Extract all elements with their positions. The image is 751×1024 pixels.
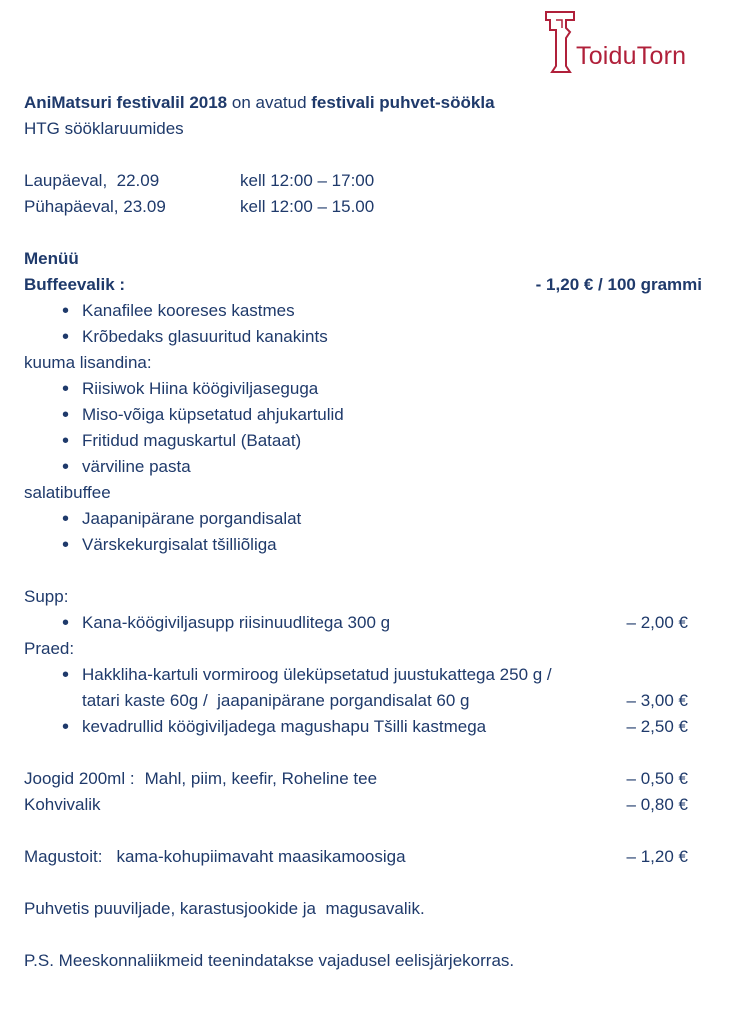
list-item-text: Värskekurgisalat tšilliõliga xyxy=(82,535,277,554)
bullet-icon xyxy=(62,376,72,403)
bullet-icon xyxy=(62,610,72,637)
list-item xyxy=(24,506,714,532)
coffee-label: Kohvivalik xyxy=(24,795,101,814)
list-item xyxy=(24,428,714,454)
menu-title: Menüü xyxy=(24,249,79,268)
header-mid-text: on avatud xyxy=(227,93,312,112)
bullet-icon xyxy=(62,454,72,481)
header-line-1 xyxy=(24,90,714,116)
list-item-text: Krõbedaks glasuuritud kanakints xyxy=(82,327,328,346)
bullet-icon xyxy=(62,298,72,325)
salad-label: salatibuffee xyxy=(24,483,111,502)
tower-icon xyxy=(540,8,580,76)
price: – 2,00 € xyxy=(626,613,688,632)
list-item xyxy=(24,376,714,402)
festival-name: AniMatsuri festivalil 2018 xyxy=(24,93,228,112)
bullet-icon xyxy=(62,324,72,351)
toidutorn-logo xyxy=(540,8,710,76)
buffet-price: - 1,20 € / 100 grammi xyxy=(535,275,702,294)
header-line-2: HTG sööklaruumides xyxy=(24,119,184,138)
drinks-row xyxy=(24,766,714,792)
list-item-text: Kana-köögiviljasupp riisinuudlitega 300 g xyxy=(82,613,391,632)
buffet-name: festivali puhvet-söökla xyxy=(311,93,495,112)
coffee-row xyxy=(24,792,714,818)
hot-label: kuuma lisandina: xyxy=(24,353,152,372)
list-item xyxy=(24,298,714,324)
list-item-text: tatari kaste 60g / jaapanipärane porgandisalat 60 g xyxy=(82,691,470,710)
dessert-item: kama-kohupiimavaht maasikamoosiga xyxy=(116,847,406,866)
list-item-text: kevadrullid köögiviljadega magushapu Tšilli kastmega xyxy=(82,717,487,736)
schedule-day: Pühapäeval, 23.09 xyxy=(24,197,166,216)
list-item-continuation xyxy=(24,688,714,714)
buffet-label: Buffeevalik : xyxy=(24,275,126,294)
schedule-day: Laupäeval, 22.09 xyxy=(24,171,160,190)
schedule-row xyxy=(24,168,714,194)
list-item-text: värviline pasta xyxy=(82,457,191,476)
list-item-text: Hakkliha-kartuli vormiroog üleküpsetatud juustukattega 250 g / xyxy=(82,665,552,684)
bullet-icon xyxy=(62,428,72,455)
list-item-text: Riisiwok Hiina köögiviljaseguga xyxy=(82,379,319,398)
bullet-icon xyxy=(62,402,72,429)
mains-label: Praed: xyxy=(24,639,75,658)
list-item xyxy=(24,662,714,688)
bullet-icon xyxy=(62,506,72,533)
list-item-text: Miso-võiga küpsetatud ahjukartulid xyxy=(82,405,344,424)
list-item-text: Jaapanipärane porgandisalat xyxy=(82,509,302,528)
list-item xyxy=(24,610,714,636)
dessert-row xyxy=(24,844,714,870)
schedule-time: kell 12:00 – 15.00 xyxy=(240,197,375,216)
bullet-icon xyxy=(62,714,72,741)
schedule-row xyxy=(24,194,714,220)
bullet-icon xyxy=(62,532,72,559)
list-item-text: Kanafilee kooreses kastmes xyxy=(82,301,295,320)
dessert-label: Magustoit: xyxy=(24,847,103,866)
list-item xyxy=(24,454,714,480)
note: P.S. Meeskonnaliikmeid teenindatakse vajadusel eelisjärjekorras. xyxy=(24,951,515,970)
bullet-icon xyxy=(62,662,72,689)
note: Puhvetis puuviljade, karastusjookide ja magusavalik. xyxy=(24,899,425,918)
price: – 2,50 € xyxy=(626,717,688,736)
list-item xyxy=(24,714,714,740)
price: – 3,00 € xyxy=(626,691,688,710)
soup-label: Supp: xyxy=(24,587,69,606)
list-item xyxy=(24,402,714,428)
buffet-header xyxy=(24,272,714,298)
list-item xyxy=(24,532,714,558)
price: – 1,20 € xyxy=(626,847,688,866)
price: – 0,50 € xyxy=(626,769,688,788)
menu-content xyxy=(24,90,714,974)
schedule-time: kell 12:00 – 17:00 xyxy=(240,171,375,190)
drinks-label: Joogid 200ml : xyxy=(24,769,135,788)
list-item-text: Fritidud maguskartul (Bataat) xyxy=(82,431,302,450)
logo-brand-text: ToiduTorn xyxy=(576,42,687,70)
list-item xyxy=(24,324,714,350)
drinks-items: Mahl, piim, keefir, Roheline tee xyxy=(144,769,378,788)
price: – 0,80 € xyxy=(626,795,688,814)
